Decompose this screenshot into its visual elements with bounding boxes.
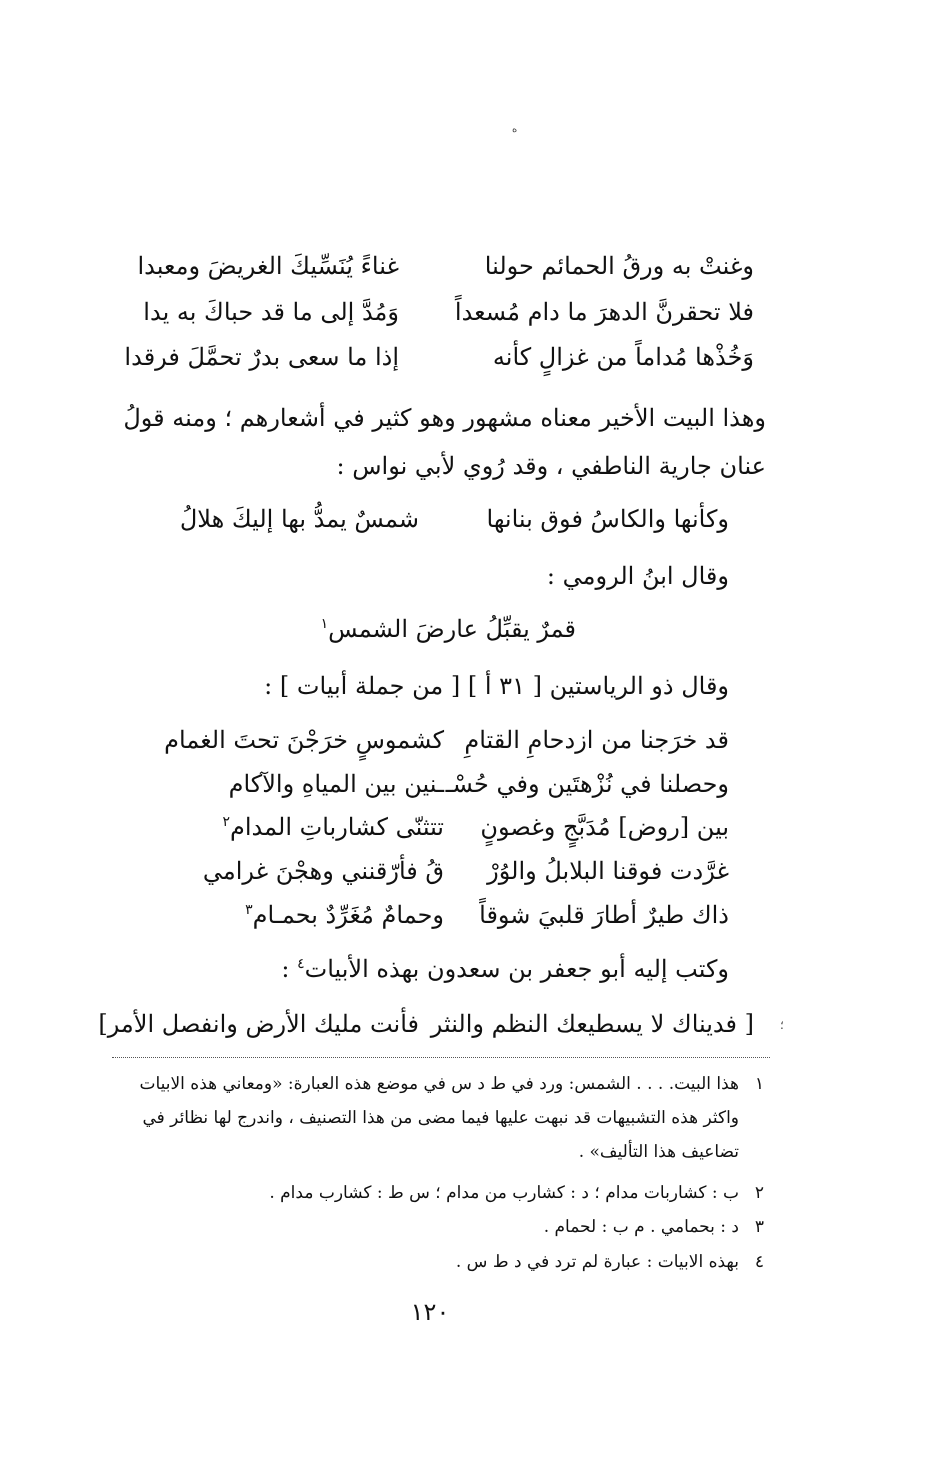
verse-hemistich-left [245, 901, 444, 929]
prose-line: وهذا البيت الأخير معناه مشهور وهو كثير في أشعارهم ؛ ومنه قولُ [123, 404, 766, 432]
verse-hemistich-right: [ فديناك لا يسطيعك النظم والنثر [430, 1010, 754, 1038]
verse-line [0, 901, 944, 941]
verse-line [321, 615, 576, 643]
footnote-number: ٤ [754, 1252, 764, 1272]
verse-line [0, 298, 944, 338]
footnote-ref: ١ [320, 616, 329, 632]
footnote-line: واكثر هذه التشبيهات قد نبهت عليها فيما مضى من هذا التصنيف ، واندرج لها نظائر في [142, 1108, 739, 1128]
header-mark: ه [512, 124, 518, 135]
footnote-number: ١ [754, 1074, 764, 1094]
verse-text: وحمامٌ مُغَرِّدٌ بحمـام [252, 901, 444, 929]
verse-hemistich-left: غناءً يُنَسِّيكَ الغريضَ ومعبدا [137, 252, 399, 280]
verse-hemistich-right: وَخُذْها مُداماً من غزالٍ كأنه [492, 343, 754, 371]
footnote-number: ٢ [754, 1183, 764, 1203]
prose-text: : [281, 955, 298, 983]
verse-hemistich-right: قد خرَجنا من ازدحامِ القتامِ [464, 726, 729, 754]
footnote-number: ٣ [754, 1217, 764, 1237]
verse-hemistich-left: كشموسٍ خرَجْنَ تحتَ الغمام [164, 726, 444, 754]
verse-line [0, 1010, 944, 1050]
footnote-line: د : بحمامي . م ب : لحمام . [543, 1217, 739, 1237]
prose-line: وقال ابنُ الرومي : [546, 562, 729, 590]
verse-hemistich-left: شمسٌ يمدُّ بها إليكَ هلالُ [179, 505, 419, 533]
verse-hemistich-left: إذا ما سعى بدرٌ تحمَّلَ فرقدا [124, 343, 399, 371]
verse-hemistich-right: وكأنها والكاسُ فوق بنانها [486, 505, 729, 533]
footnote-ref: ٣ [245, 902, 253, 918]
verse-line [0, 770, 944, 810]
verse-line [0, 813, 944, 853]
verse-hemistich-right: ذاك طيرٌ أطارَ قلبيَ شوقاً [479, 901, 729, 929]
prose-text: وكتب إليه أبو جعفر بن سعدون بهذه الأبيات [304, 955, 729, 983]
verse-hemistich-right: بين [روض] مُدَبَّجٍ وغصونٍ [480, 813, 729, 841]
prose-line: عنان جارية الناطفي ، وقد رُوي لأبي نواس : [336, 452, 766, 480]
verse-hemistich-left: وَمُدَّ إلى ما قد حباكَ به يدا [143, 298, 399, 326]
verse-line [0, 505, 944, 545]
verse-hemistich-right: وغنتْ به ورقُ الحمائم حولنا [484, 252, 754, 280]
verse-line [0, 343, 944, 383]
footnote [755, 1074, 764, 1094]
verse-hemistich-left: ـنين بين المياهِ والآكام [228, 770, 444, 798]
footnote-ref: ٢ [222, 814, 231, 830]
footnote-divider [112, 1057, 770, 1058]
verse-text: قمرٌ يقبِّلُ عارضَ الشمس [328, 615, 576, 643]
footnote-line: هذا البيت. . . . الشمس: ورد في ط د س في موضع هذه العبارة: «ومعاني هذه الابيات [139, 1074, 739, 1094]
footnote-line: ب : كشاربات مدام ؛ د : كشارب من مدام ؛ س ط : كشارب مدام . [269, 1183, 739, 1203]
verse-line [0, 252, 944, 292]
verse-line [0, 726, 944, 766]
verse-hemistich-right: غرَّدت فوقنا البلابلُ والوُرْ [487, 857, 729, 885]
verse-text: تتثنّى كشارباتِ المدام [230, 813, 444, 841]
margin-mark: ؛ [780, 1018, 784, 1032]
verse-hemistich-right: وحصلنا في نُزْهتَين وفي حُسْـ [445, 770, 729, 798]
verse-line [0, 857, 944, 897]
footnote-line: بهذه الابيات : عبارة لم ترد في د ط س . [455, 1252, 739, 1272]
footnote-line: تضاعيف هذا التأليف» . [578, 1142, 739, 1162]
verse-hemistich-left: قُ فأرّقنني وهجْنَ غرامي [202, 857, 444, 885]
verse-hemistich-right: فلا تحقرنَّ الدهرَ ما دام مُسعداً [454, 298, 754, 326]
page-number: ١٢٠ [410, 1298, 450, 1326]
footnote-ref: ٤ [297, 956, 305, 972]
verse-hemistich-left [222, 813, 444, 841]
prose-line [281, 955, 729, 983]
prose-line: وقال ذو الرياستين [ ٣١ أ ] [ من جملة أبيات ] : [264, 672, 729, 700]
verse-hemistich-left: فأنت مليك الأرض وانفصل الأمر] [98, 1010, 419, 1038]
